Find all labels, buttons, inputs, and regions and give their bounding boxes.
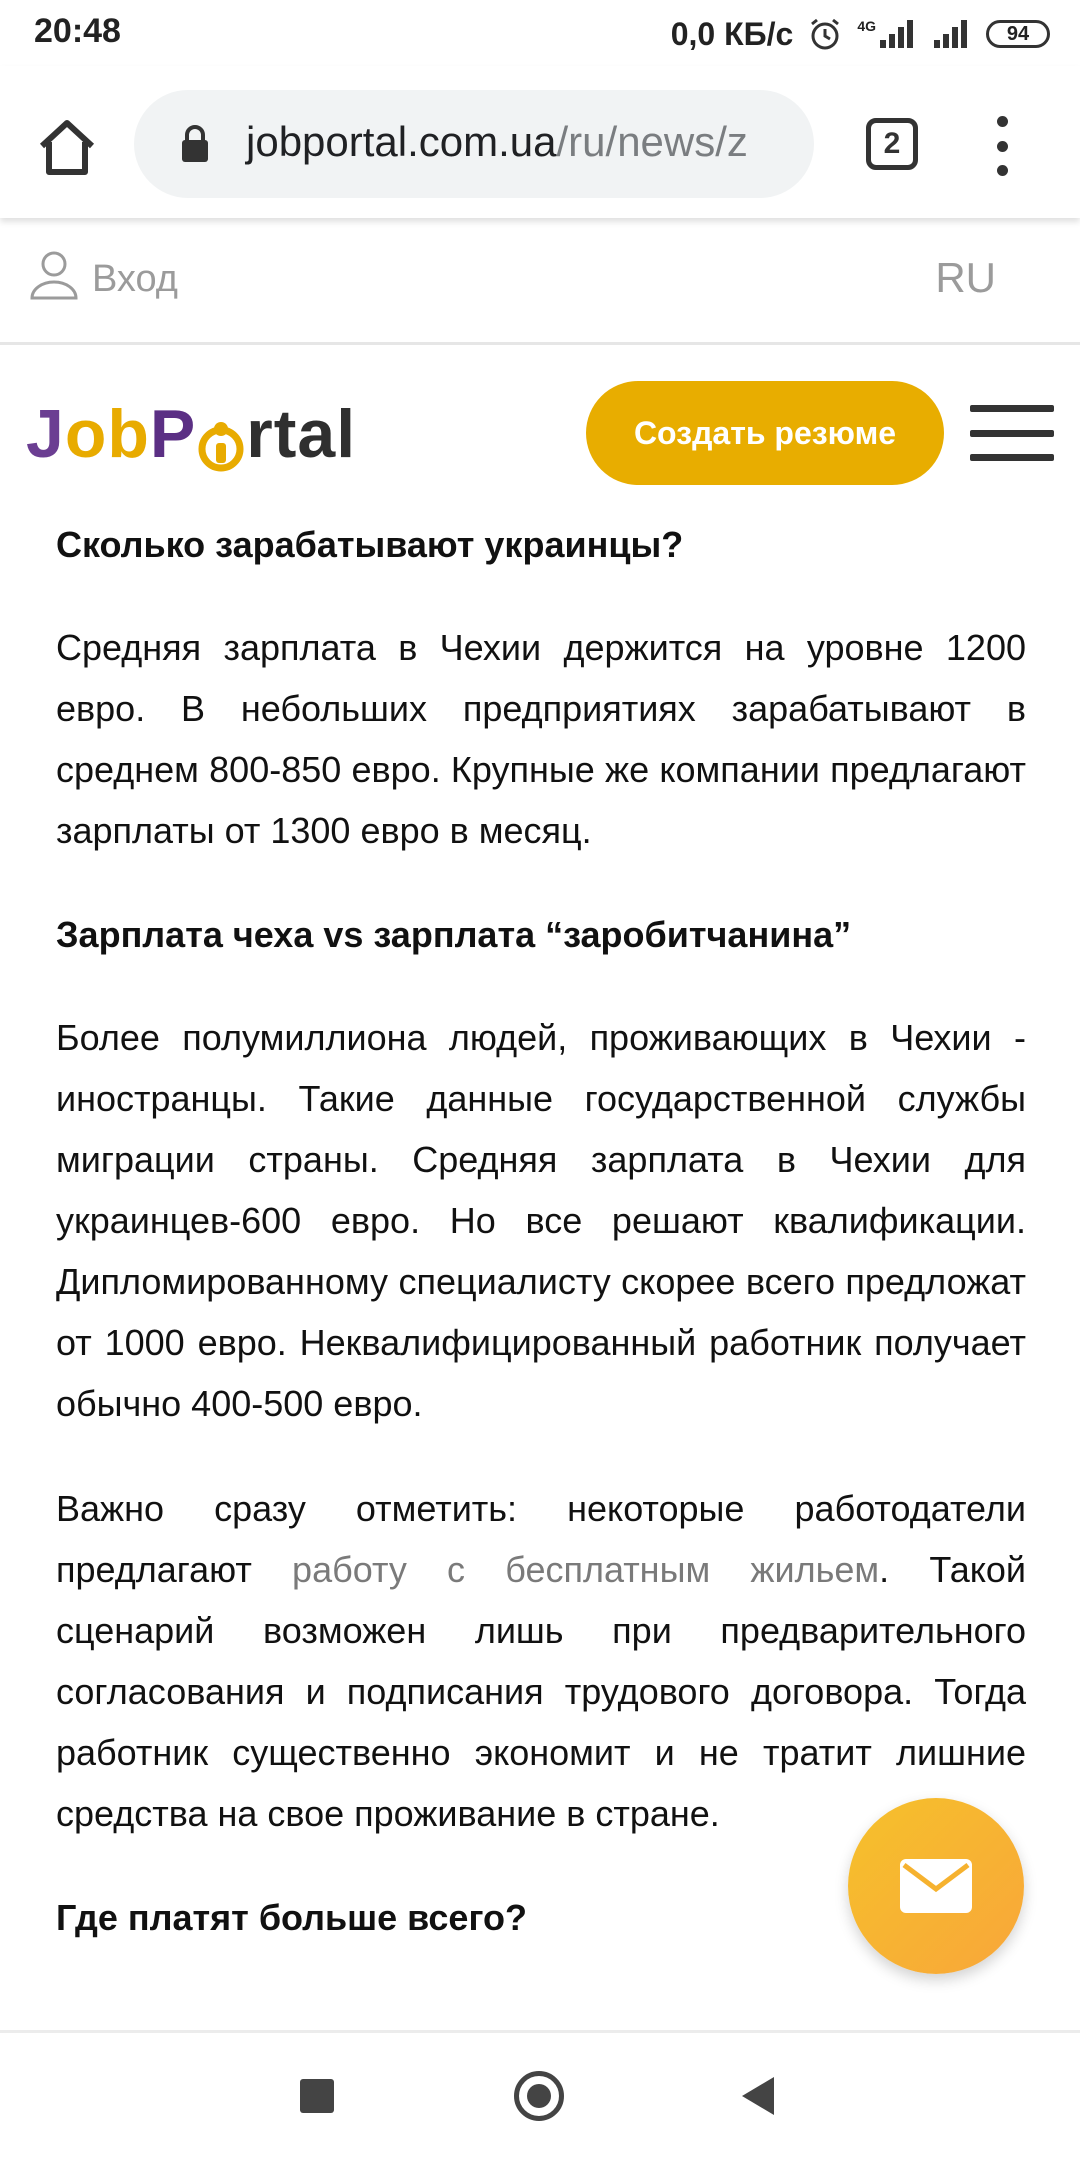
address-bar[interactable] xyxy=(134,90,814,198)
more-options-icon[interactable] xyxy=(990,116,1014,176)
menu-icon[interactable] xyxy=(970,405,1054,461)
lock-icon xyxy=(180,124,210,164)
status-time: 20:48 xyxy=(34,12,121,50)
article-paragraph: Более полумиллиона людей, проживающих в Чехии - иностранцы. Такие данные государственной службы миграции страны. Средняя зарплата в Чехии для украинцев-600 евро. Но все решают квалификации. Дипломированному специалисту скорее всего предложат от 1000 евро. Неквалифицированный работник получает обычно 400-500 евро. xyxy=(56,1017,1026,1424)
status-bar xyxy=(0,0,1080,66)
site-topbar xyxy=(0,220,1080,345)
article-paragraph: Важно сразу отметить: некоторые работодатели предлагают работу с бесплатным жильем. Такой сценарий возможен лишь при предварительного согласования и подписания трудового договора. Тогда работник существенно экономит и не тратит лишние средства на свое проживание в стране. xyxy=(56,1488,1027,1834)
article-paragraph: Средняя зарплата в Чехии держится на уровне 1200 евро. В небольших предприятиях зарабатывают в среднем 800-850 евро. Крупные же компании предлагают зарплаты от 1300 евро в месяц. xyxy=(56,627,1026,851)
contact-mail-button[interactable] xyxy=(848,1798,1024,1974)
signal-icon-4g: 4G xyxy=(857,18,918,50)
home-circle-icon[interactable] xyxy=(514,2071,564,2121)
article-body xyxy=(56,515,1026,1948)
create-resume-button[interactable]: Создать резюме xyxy=(586,381,944,485)
article-heading: Зарплата чеха vs зарплата “заробитчанина” xyxy=(56,914,852,955)
battery-indicator: 94 xyxy=(986,20,1050,48)
jobportal-logo[interactable]: J ob P rtal xyxy=(26,396,357,472)
url-text[interactable] xyxy=(246,118,748,166)
recent-apps-icon[interactable] xyxy=(300,2079,334,2113)
back-icon[interactable] xyxy=(742,2077,774,2115)
home-icon[interactable] xyxy=(36,116,98,178)
system-navigation-bar xyxy=(0,2030,1080,2163)
language-switcher[interactable]: RU xyxy=(935,254,996,301)
alarm-icon xyxy=(807,16,843,52)
browser-toolbar xyxy=(0,66,1080,218)
login-link[interactable]: Вход xyxy=(92,258,178,300)
signal-icon xyxy=(932,18,972,50)
user-icon[interactable] xyxy=(28,248,80,300)
logo-person-icon xyxy=(197,417,245,473)
status-icons xyxy=(671,12,1050,56)
article-heading: Сколько зарабатывают украинцы? xyxy=(56,524,684,565)
tabs-button[interactable]: 2 xyxy=(866,118,918,170)
url-host: jobportal.com.ua xyxy=(246,118,557,165)
article-heading: Где платят больше всего? xyxy=(56,1897,527,1938)
site-header xyxy=(0,345,1080,515)
url-path: /ru/news/z xyxy=(556,118,748,165)
envelope-icon xyxy=(900,1859,972,1913)
network-speed: 0,0 КБ/с xyxy=(670,15,794,52)
free-housing-link[interactable]: работу с бесплатным жильем xyxy=(292,1549,880,1590)
